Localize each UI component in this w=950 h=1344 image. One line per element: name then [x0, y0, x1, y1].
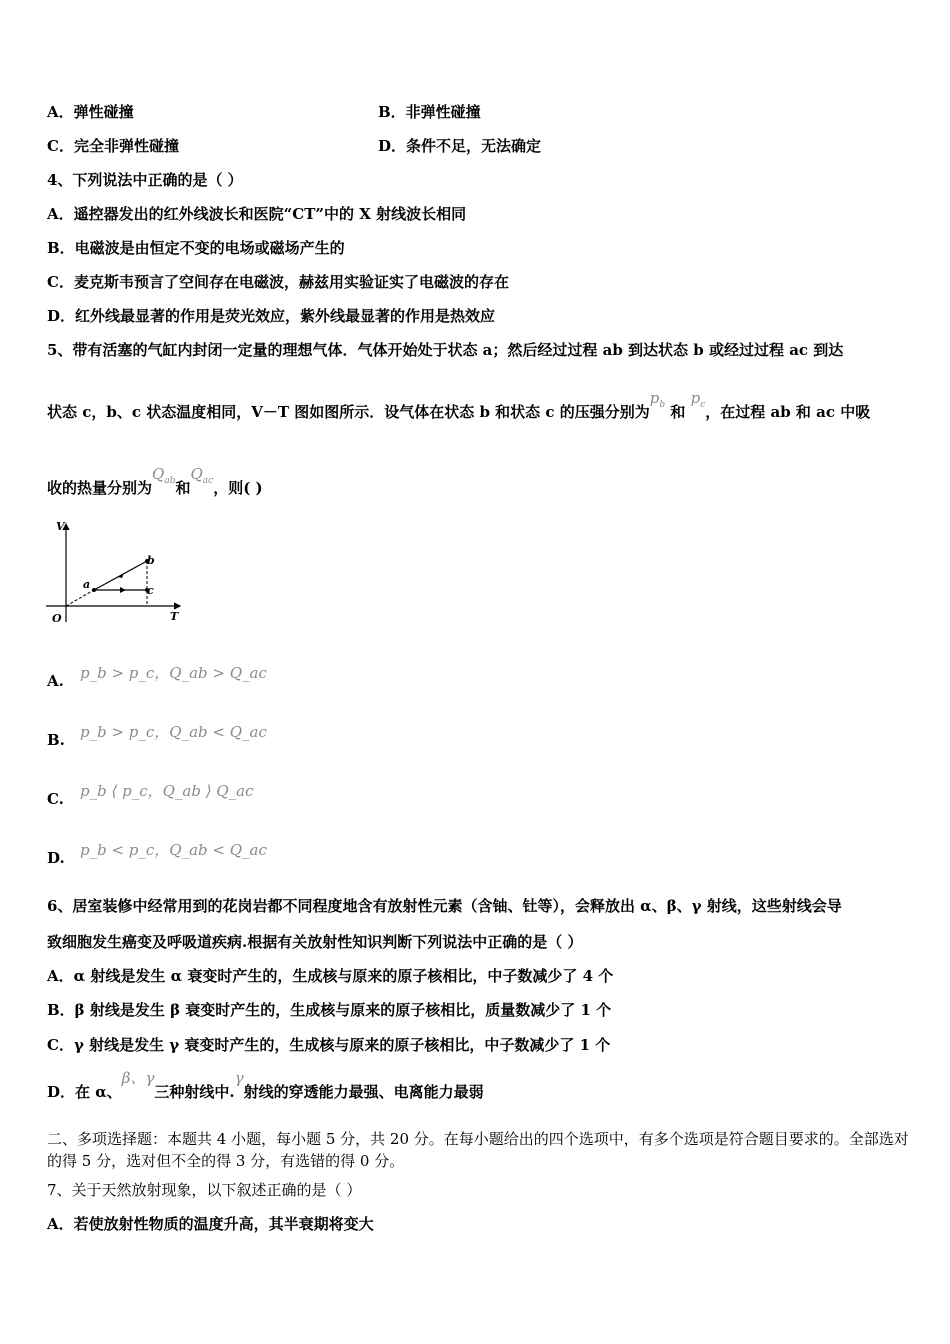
q6-option-c: C．γ 射线是发生 γ 衰变时产生的，生成核与原来的原子核相比，中子数减少了 1 个 [47, 1036, 611, 1054]
q4-option-d: D．红外线最显著的作用是荧光效应，紫外线最显著的作用是热效应 [47, 307, 496, 325]
gamma-symbol: γ [234, 1069, 244, 1087]
pc-symbol: $p_c$ [690, 389, 706, 410]
q6-option-a: A．α 射线是发生 α 衰变时产生的，生成核与原来的原子核相比，中子数减少了 4 个 [47, 967, 614, 985]
q5-line2-text-b: ，在过程 ab 和 ac 中吸 [705, 403, 871, 421]
q3-option-b: B．非弹性碰撞 [378, 103, 481, 121]
q5-line2-text-a: 状态 c，b、c 状态温度相同，V－T 图如图所示．设气体在状态 b 和状态 c 的压强分别为 [47, 403, 650, 421]
c-label: c [147, 584, 154, 597]
q4-stem: 4、下列说法中正确的是（ ） [47, 171, 243, 189]
ac-arrow [120, 587, 126, 593]
extension-dashed [66, 590, 94, 606]
q5-option-a-label: A. [47, 672, 64, 690]
q6-line2: 致细胞发生癌变及呼吸道疾病.根据有关放射性知识判断下列说法中正确的是（ ） [47, 933, 583, 951]
q5-option-d-expr: p_b < p_c，Q_ab < Q_ac [80, 841, 267, 859]
q5-option-c-label: C. [47, 790, 64, 808]
q5-option-a-expr: p_b > p_c，Q_ab > Q_ac [80, 664, 267, 682]
q3-option-a: A．弹性碰撞 [47, 103, 134, 121]
q5-option-c-expr: p_b ⟨ p_c，Q_ab ⟩ Q_ac [80, 782, 254, 800]
q5-and-1: 和 [670, 403, 686, 421]
q5-line1: 5、带有活塞的气缸内封闭一定量的理想气体．气体开始处于状态 a；然后经过过程 ab 到达状态 b 或经过过程 ac 到达 [47, 341, 844, 359]
section2-header: 二、多项选择题：本题共 4 小题，每小题 5 分，共 20 分。在每小题给出的四个选项中，有多个选项是符合题目要求的。全部选对的得 5 分，选对但不全的得 3 分，有选错的得 0 分。 [47, 1130, 909, 1170]
b-label: b [147, 554, 155, 567]
q4-option-b: B．电磁波是由恒定不变的电场或磁场产生的 [47, 239, 345, 257]
t-axis-label: T [170, 610, 179, 623]
a-label: a [83, 578, 91, 591]
pb-symbol: $p_b$ [649, 389, 666, 410]
q5-and-2: 和 [175, 479, 191, 497]
q6-d-text-c: 射线的穿透能力最强、电离能力最弱 [243, 1083, 484, 1101]
ab-arrow [118, 573, 124, 578]
qac-symbol: $Q_{ac}$ [190, 465, 214, 486]
v-axis-label: V [56, 520, 65, 533]
q6-option-d [47, 1069, 484, 1102]
q4-option-a: A．遥控器发出的红外线波长和医院“CT”中的 X 射线波长相同 [47, 205, 467, 223]
q7-stem: 7、关于天然放射现象，以下叙述正确的是（ ） [47, 1181, 362, 1199]
q5-line2 [47, 389, 871, 429]
q5-line3-text-a: 收的热量分别为 [47, 479, 153, 497]
q5-line3 [47, 465, 263, 505]
q5-line3-text-b: ，则( ) [213, 479, 263, 497]
beta-gamma-symbols: β、γ [121, 1069, 155, 1087]
q5-option-b-label: B. [47, 731, 65, 749]
origin-label: O [52, 612, 62, 625]
q5-option-b-expr: p_b > p_c，Q_ab < Q_ac [80, 723, 267, 741]
q4-option-c: C．麦克斯韦预言了空间存在电磁波，赫兹用实验证实了电磁波的存在 [47, 273, 509, 291]
q6-d-text-b: 三种射线中. [154, 1083, 235, 1101]
q3-option-d: D．条件不足，无法确定 [378, 137, 542, 155]
q6-d-text-a: D．在 α、 [47, 1083, 122, 1101]
q6-line1: 6、居室装修中经常用到的花岗岩都不同程度地含有放射性元素（含铀、钍等），会释放出 α、β、γ 射线，这些射线会导 [47, 897, 842, 915]
vt-graph [40, 518, 190, 630]
q6-option-b: B．β 射线是发生 β 衰变时产生的，生成核与原来的原子核相比，质量数减少了 1 个 [47, 1001, 612, 1019]
q7-option-a: A．若使放射性物质的温度升高，其半衰期将变大 [47, 1215, 374, 1233]
qab-symbol: $Q_{ab}$ [152, 465, 176, 486]
q5-option-d-label: D. [47, 849, 65, 867]
q3-option-c: C．完全非弹性碰撞 [47, 137, 179, 155]
point-a [92, 588, 96, 592]
